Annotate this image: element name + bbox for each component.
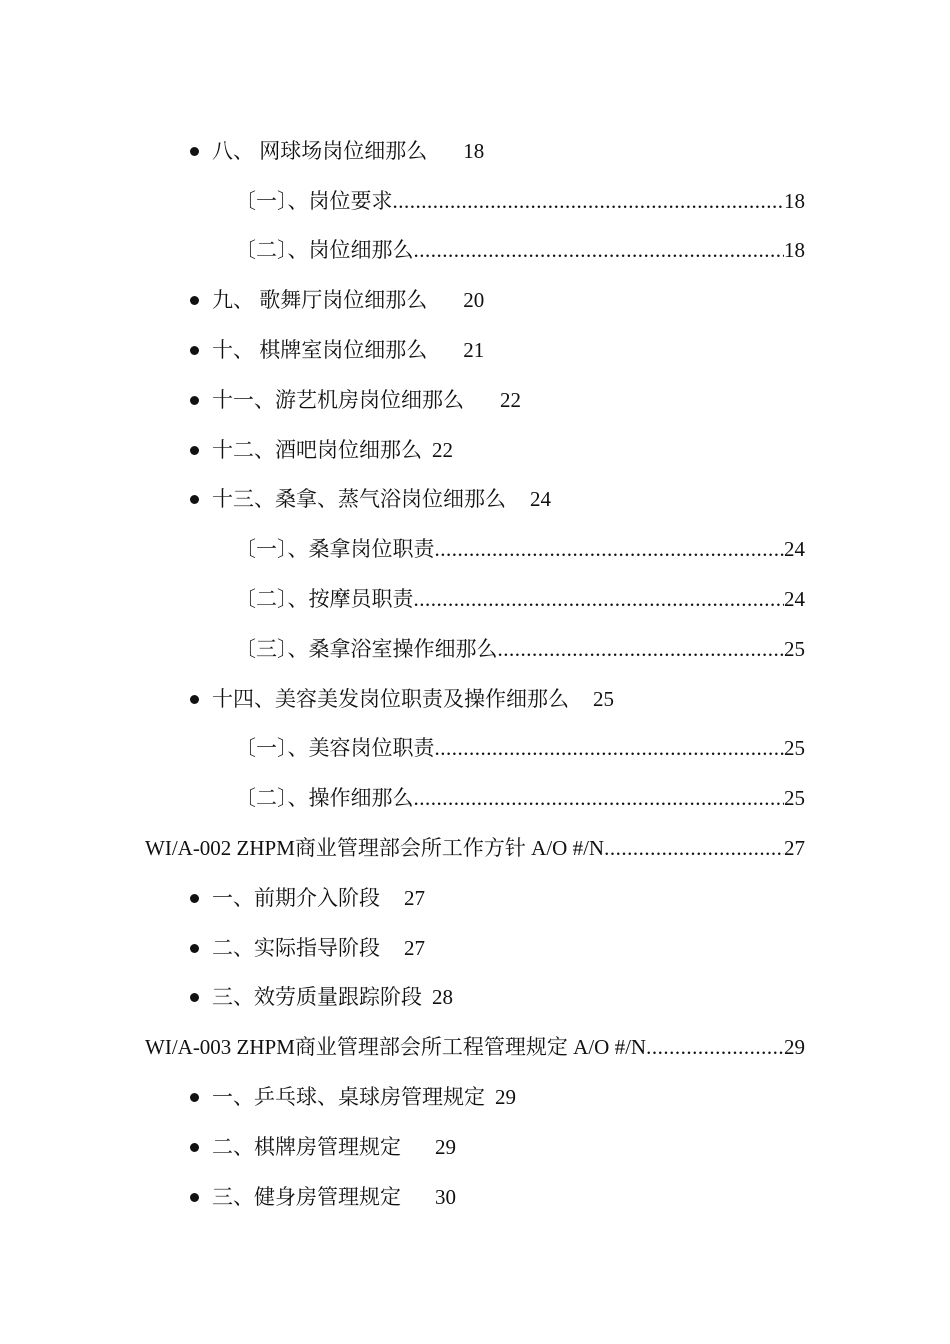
toc-entry[interactable] <box>190 1181 456 1213</box>
bullet-icon <box>190 446 199 455</box>
toc-page-number: 18 <box>463 139 485 163</box>
toc-subentry[interactable] <box>235 533 805 565</box>
toc-page-number: 27 <box>784 836 805 860</box>
toc-entry-title: 〔一〕、桑拿岗位职责 <box>235 537 435 561</box>
toc-subentry[interactable] <box>235 583 805 615</box>
toc-entry-title: 三、效劳质量跟踪阶段 <box>212 985 422 1009</box>
toc-entry[interactable] <box>190 135 484 167</box>
toc-entry-title: 〔二〕、操作细那么 <box>235 786 414 810</box>
toc-page-number: 24 <box>530 487 551 511</box>
toc-page-number: 24 <box>784 537 805 561</box>
toc-page-number: 24 <box>784 587 805 611</box>
toc-subentry[interactable] <box>235 185 805 217</box>
toc-entry-title: 九、 歌舞厅岗位细那么 <box>212 288 428 312</box>
toc-entry[interactable] <box>190 434 453 466</box>
toc-entry-title: 十、 棋牌室岗位细那么 <box>212 338 428 362</box>
toc-entry-title: 十三、桑拿、蒸气浴岗位细那么 <box>212 487 506 511</box>
toc-entry-title: 一、乒乓球、桌球房管理规定 <box>212 1085 485 1109</box>
toc-page-number: 25 <box>784 637 805 661</box>
dot-leader <box>435 732 785 764</box>
bullet-icon <box>190 944 199 953</box>
toc-entry-title: WI/A-002 ZHPM商业管理部会所工作方针 A/O #/N <box>145 836 605 860</box>
toc-subentry[interactable] <box>235 234 805 266</box>
toc-subentry[interactable] <box>235 633 805 665</box>
toc-entry[interactable] <box>190 1081 516 1113</box>
toc-page-number: 25 <box>784 786 805 810</box>
toc-page-number: 29 <box>435 1135 456 1159</box>
toc-entry-title: 八、 网球场岗位细那么 <box>212 139 428 163</box>
toc-entry[interactable] <box>190 284 484 316</box>
toc-entry-title: 二、棋牌房管理规定 <box>212 1135 401 1159</box>
bullet-icon <box>190 296 199 305</box>
toc-entry[interactable] <box>190 882 425 914</box>
dot-leader <box>393 185 785 217</box>
dot-leader <box>498 633 785 665</box>
toc-page-number: 20 <box>463 288 485 312</box>
bullet-icon <box>190 1143 199 1152</box>
bullet-icon <box>190 1193 199 1202</box>
dot-leader <box>646 1031 784 1063</box>
bullet-icon <box>190 396 199 405</box>
toc-entry-title: 三、健身房管理规定 <box>212 1185 401 1209</box>
toc-entry-title: 〔一〕、美容岗位职责 <box>235 736 435 760</box>
toc-entry[interactable] <box>190 932 425 964</box>
toc-entry-title: 〔二〕、按摩员职责 <box>235 587 414 611</box>
bullet-icon <box>190 147 199 156</box>
toc-page-number: 18 <box>784 238 805 262</box>
toc-page-number: 29 <box>784 1035 805 1059</box>
toc-entry[interactable] <box>190 384 521 416</box>
toc-entry[interactable] <box>190 683 614 715</box>
toc-entry-title: 〔二〕、岗位细那么 <box>235 238 414 262</box>
bullet-icon <box>190 495 199 504</box>
toc-page-number: 27 <box>404 886 425 910</box>
bullet-icon <box>190 894 199 903</box>
toc-page-number: 22 <box>500 388 521 412</box>
toc-page-number: 28 <box>432 985 453 1009</box>
toc-entry[interactable] <box>190 1131 456 1163</box>
toc-page-number: 18 <box>784 189 805 213</box>
bullet-icon <box>190 695 199 704</box>
toc-entry-title: 二、实际指导阶段 <box>212 936 380 960</box>
toc-section-entry[interactable] <box>145 832 805 864</box>
bullet-icon <box>190 1093 199 1102</box>
bullet-icon <box>190 993 199 1002</box>
toc-page-number: 27 <box>404 936 425 960</box>
toc-entry-title: 一、前期介入阶段 <box>212 886 380 910</box>
dot-leader <box>414 234 785 266</box>
toc-subentry[interactable] <box>235 732 805 764</box>
dot-leader <box>414 583 785 615</box>
toc-entry-title: 〔三〕、桑拿浴室操作细那么 <box>235 637 498 661</box>
toc-section-entry[interactable] <box>145 1031 805 1063</box>
toc-entry[interactable] <box>190 483 551 515</box>
toc-page-number: 25 <box>784 736 805 760</box>
dot-leader <box>435 533 785 565</box>
toc-page-number: 30 <box>435 1185 456 1209</box>
bullet-icon <box>190 346 199 355</box>
toc-page-number: 29 <box>495 1085 516 1109</box>
toc-subentry[interactable] <box>235 782 805 814</box>
toc-entry-title: 十一、游艺机房岗位细那么 <box>212 388 464 412</box>
dot-leader <box>414 782 785 814</box>
toc-entry[interactable] <box>190 981 453 1013</box>
dot-leader <box>604 832 784 864</box>
toc-entry[interactable] <box>190 334 484 366</box>
toc-entry-title: WI/A-003 ZHPM商业管理部会所工程管理规定 A/O #/N <box>145 1035 647 1059</box>
toc-page-number: 22 <box>432 438 453 462</box>
toc-entry-title: 〔一〕、岗位要求 <box>235 189 393 213</box>
toc-entry-title: 十二、酒吧岗位细那么 <box>212 438 422 462</box>
toc-page-number: 25 <box>593 687 614 711</box>
toc-page-number: 21 <box>463 338 485 362</box>
toc-entry-title: 十四、美容美发岗位职责及操作细那么 <box>212 687 569 711</box>
